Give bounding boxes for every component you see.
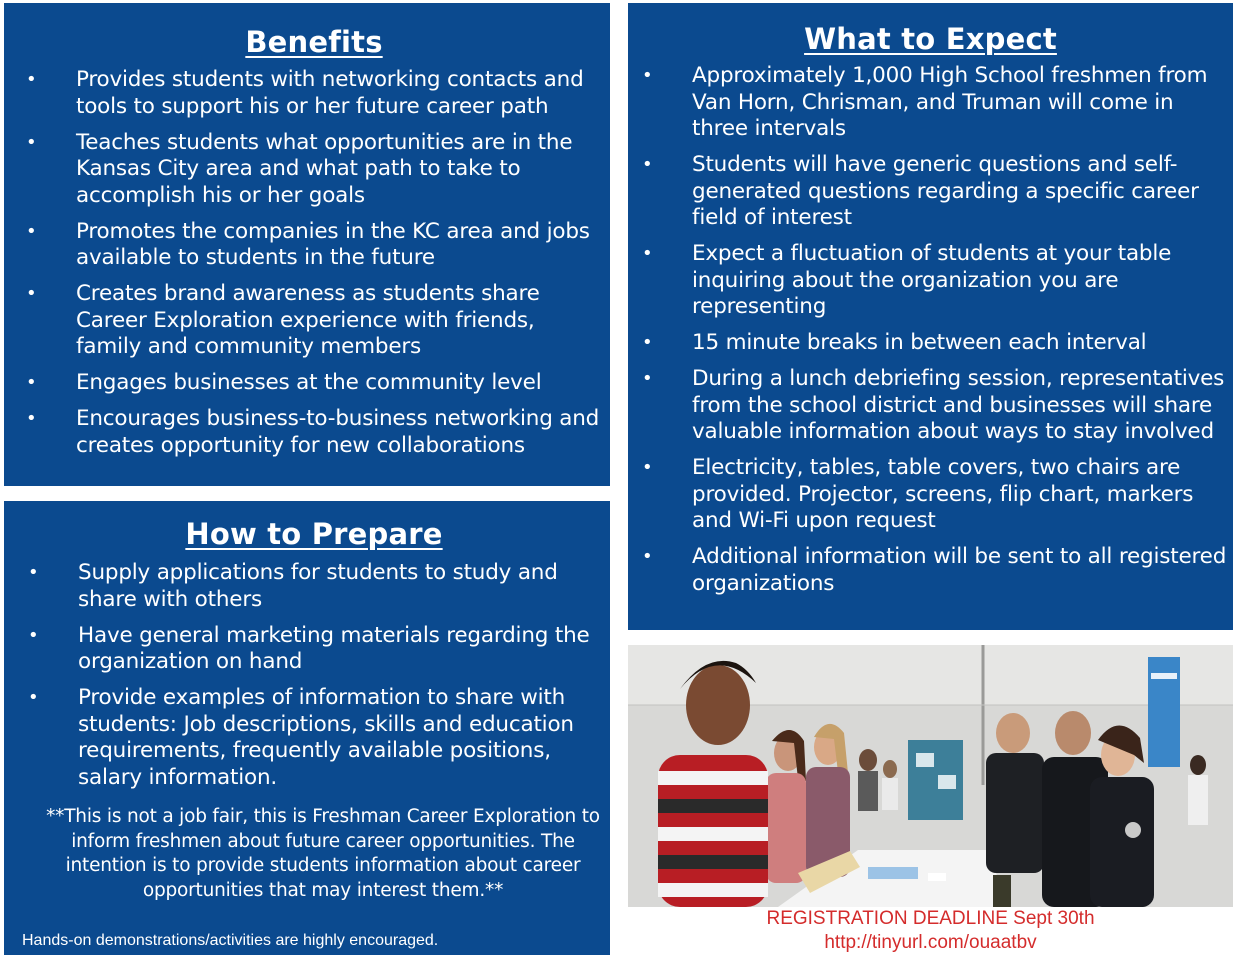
list-item: • Additional information will be sent to all registered organizations	[642, 544, 1227, 596]
list-item: • Expect a fluctuation of students at your table inquiring about the organization you are representing	[642, 241, 1172, 319]
registration-deadline: REGISTRATION DEADLINE Sept 30th	[766, 908, 1095, 929]
career-fair-photo-illustration	[628, 645, 1233, 907]
list-item: • Students will have generic questions and self-generated questions regarding a specific career field of interest	[642, 152, 1199, 230]
benefits-list	[26, 67, 606, 469]
list-item: • Approximately 1,000 High School freshmen from Van Horn, Chrisman, and Truman will come in three intervals	[642, 63, 1208, 141]
bullet-icon: •	[28, 687, 39, 708]
list-item: • Teaches students what opportunities are in the Kansas City area and what path to take to accomplish his or her goals	[26, 129, 573, 208]
list-item: • Provides students with networking contacts and tools to support his or her future career path	[26, 67, 584, 119]
list-item: • Provide examples of information to share with students: Job descriptions, skills and education requirements, frequently available positions, salary information.	[28, 685, 574, 790]
benefits-panel	[4, 3, 610, 486]
bullet-icon: •	[26, 283, 37, 304]
career-fair-photo	[628, 645, 1233, 907]
list-item: • Encourages business-to-business networking and creates opportunity for new collaborations	[26, 406, 600, 458]
not-a-job-fair-note: **This is not a job fair, this is Freshman Career Exploration to inform freshmen about future career opportunities. The intention is to provide students information about career opportunities that may interest them.**	[46, 806, 600, 901]
list-item: • During a lunch debriefing session, representatives from the school district and businesses will share valuable information about ways to stay involved	[642, 366, 1225, 444]
what-to-expect-heading: What to Expect	[804, 22, 1057, 56]
bullet-icon: •	[26, 372, 37, 393]
prepare-list	[28, 560, 598, 801]
list-item: • Electricity, tables, table covers, two chairs are provided. Projector, screens, flip chart, markers and Wi-Fi upon request	[642, 455, 1194, 533]
bullet-icon: •	[28, 624, 39, 646]
list-item: • Engages businesses at the community level	[26, 370, 542, 395]
list-item: • Supply applications for students to study and share with others	[28, 560, 558, 612]
how-to-prepare-panel	[4, 501, 610, 955]
bullet-icon: •	[26, 69, 37, 90]
how-to-prepare-heading: How to Prepare	[185, 517, 443, 551]
registration-url-link[interactable]: http://tinyurl.com/ouaatbv	[824, 932, 1037, 953]
expect-list	[642, 63, 1232, 607]
list-item: • Have general marketing materials regarding the organization on hand	[28, 622, 590, 674]
bullet-icon: •	[642, 65, 653, 86]
bullet-icon: •	[28, 562, 39, 583]
bullet-icon: •	[642, 546, 653, 567]
bullet-icon: •	[26, 408, 37, 429]
bullet-icon: •	[26, 131, 37, 153]
hands-on-note: Hands-on demonstrations/activities are highly encouraged.	[22, 932, 439, 949]
bullet-icon: •	[642, 154, 653, 175]
what-to-expect-panel	[628, 3, 1233, 630]
list-item: • Promotes the companies in the KC area and jobs available to students in the future	[26, 218, 590, 270]
bullet-icon: •	[642, 457, 653, 478]
bullet-icon: •	[26, 220, 37, 242]
bullet-icon: •	[642, 332, 653, 353]
bullet-icon: •	[642, 243, 653, 264]
bullet-icon: •	[642, 368, 653, 389]
list-item: • Creates brand awareness as students share Career Exploration experience with friends, family and community members	[26, 281, 540, 359]
benefits-heading: Benefits	[245, 25, 383, 59]
list-item: • 15 minute breaks in between each interval	[642, 330, 1147, 355]
